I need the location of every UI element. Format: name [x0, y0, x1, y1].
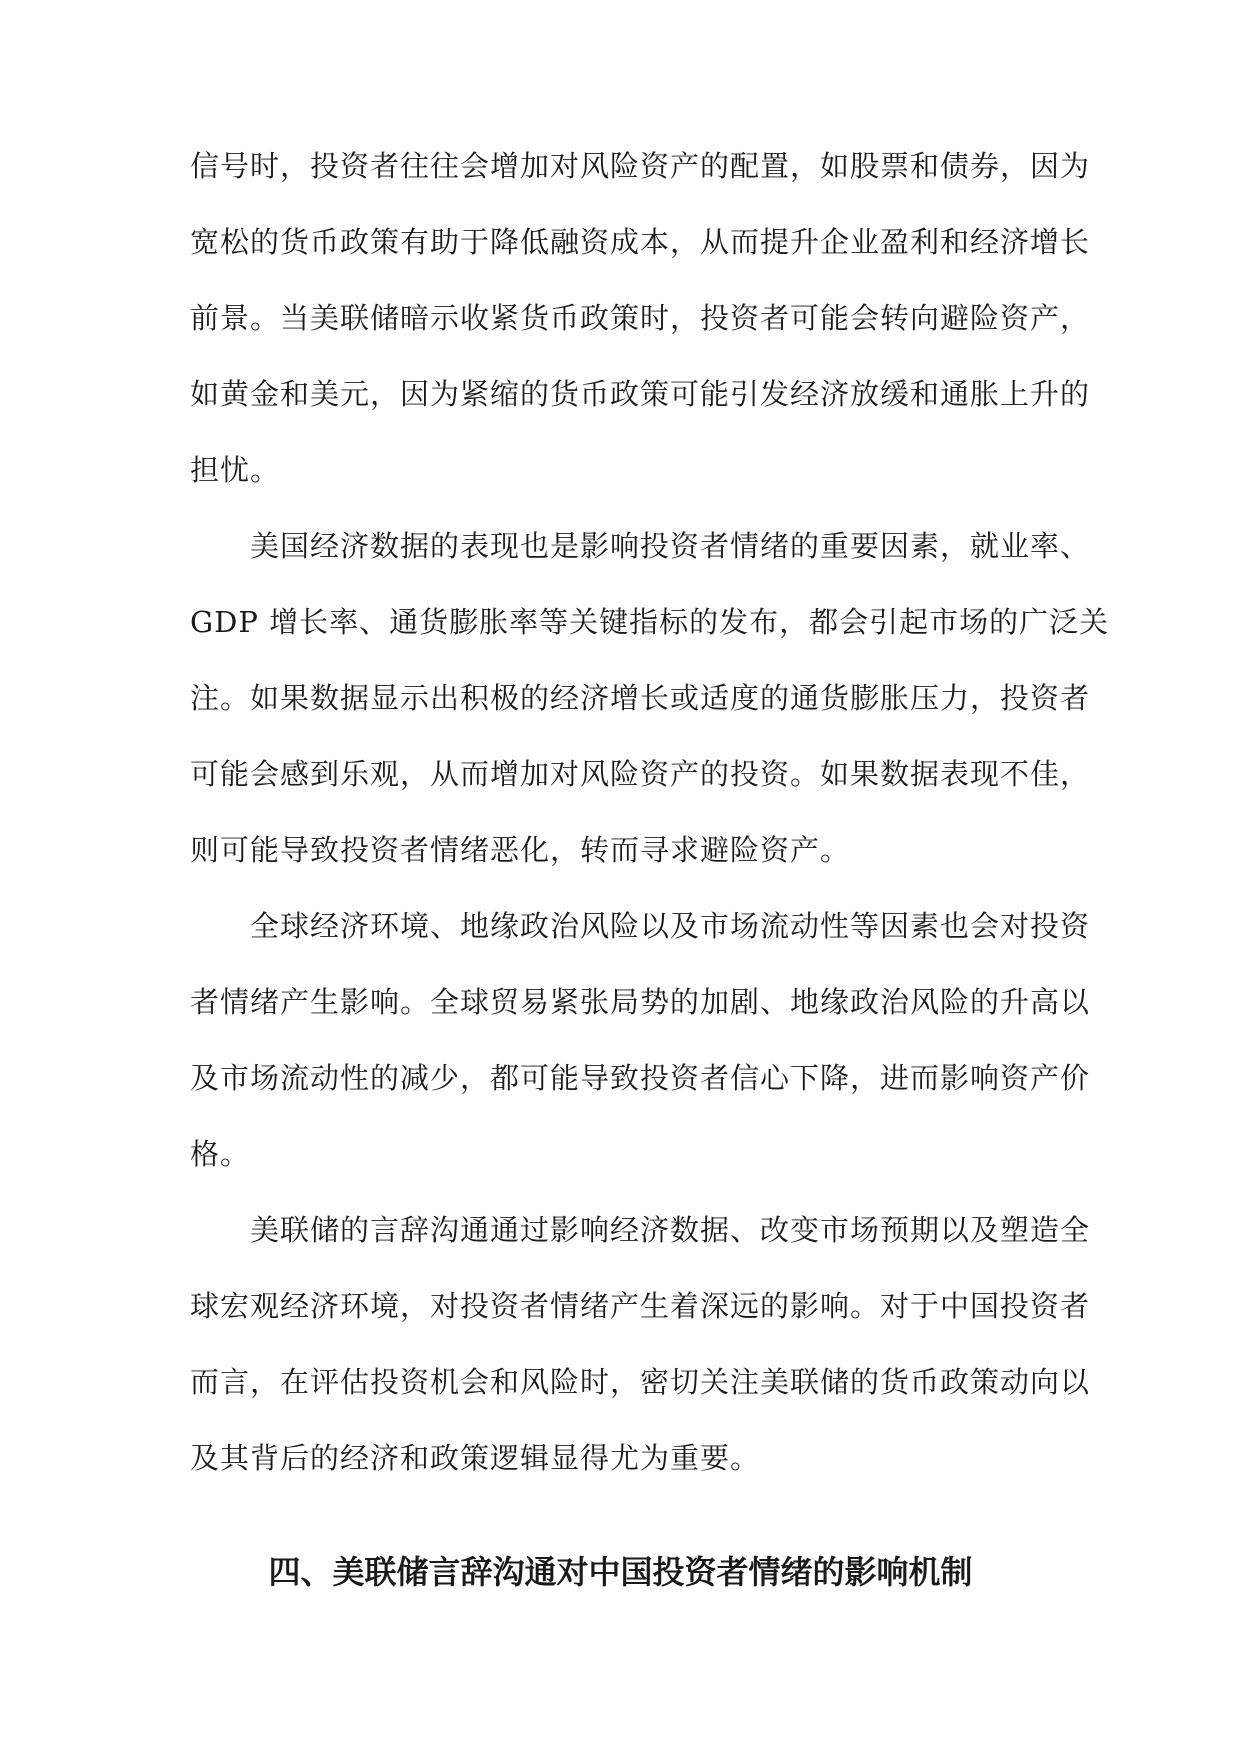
paragraph-3: [190, 888, 1091, 1192]
text-line: 格。: [190, 1137, 251, 1171]
text-line: 者情绪产生影响。全球贸易紧张局势的加剧、地缘政治风险的升高以: [190, 985, 1091, 1019]
text-line: 及其背后的经济和政策逻辑显得尤为重要。: [190, 1441, 761, 1475]
text-line: 注。如果数据显示出积极的经济增长或适度的通货膨胀压力，投资者: [190, 681, 1091, 715]
text-line: 则可能导致投资者情绪恶化，转而寻求避险资产。: [190, 833, 851, 867]
text-line: 担忧。: [190, 453, 281, 487]
text-line: 而言，在评估投资机会和风险时，密切关注美联储的货币政策动向以: [190, 1365, 1091, 1399]
paragraph-4: [190, 1192, 1091, 1496]
text-line: 美联储的言辞沟通通过影响经济数据、改变市场预期以及塑造全: [190, 1213, 1091, 1247]
text-line: 如黄金和美元，因为紧缩的货币政策可能引发经济放缓和通胀上升的: [190, 377, 1091, 411]
text-line: 球宏观经济环境，对投资者情绪产生着深远的影响。对于中国投资者: [190, 1289, 1091, 1323]
paragraph-1: [190, 128, 1091, 508]
text-line: 宽松的货币政策有助于降低融资成本，从而提升企业盈利和经济增长: [190, 225, 1091, 259]
text-line: 可能会感到乐观，从而增加对风险资产的投资。如果数据表现不佳，: [190, 757, 1091, 791]
text-line: 及市场流动性的减少，都可能导致投资者信心下降，进而影响资产价: [190, 1061, 1091, 1095]
text-line: GDP 增长率、通货膨胀率等关键指标的发布，都会引起市场的广泛关: [190, 605, 1110, 639]
text-line: 前景。当美联储暗示收紧货币政策时，投资者可能会转向避险资产，: [190, 301, 1091, 335]
section-heading: 四、美联储言辞沟通对中国投资者情绪的影响机制: [268, 1553, 973, 1591]
paragraph-2: [190, 508, 1110, 888]
text-line: 美国经济数据的表现也是影响投资者情绪的重要因素，就业率、: [190, 529, 1091, 563]
text-line: 全球经济环境、地缘政治风险以及市场流动性等因素也会对投资: [190, 909, 1091, 943]
text-line: 信号时，投资者往往会增加对风险资产的配置，如股票和债券，因为: [190, 149, 1091, 183]
